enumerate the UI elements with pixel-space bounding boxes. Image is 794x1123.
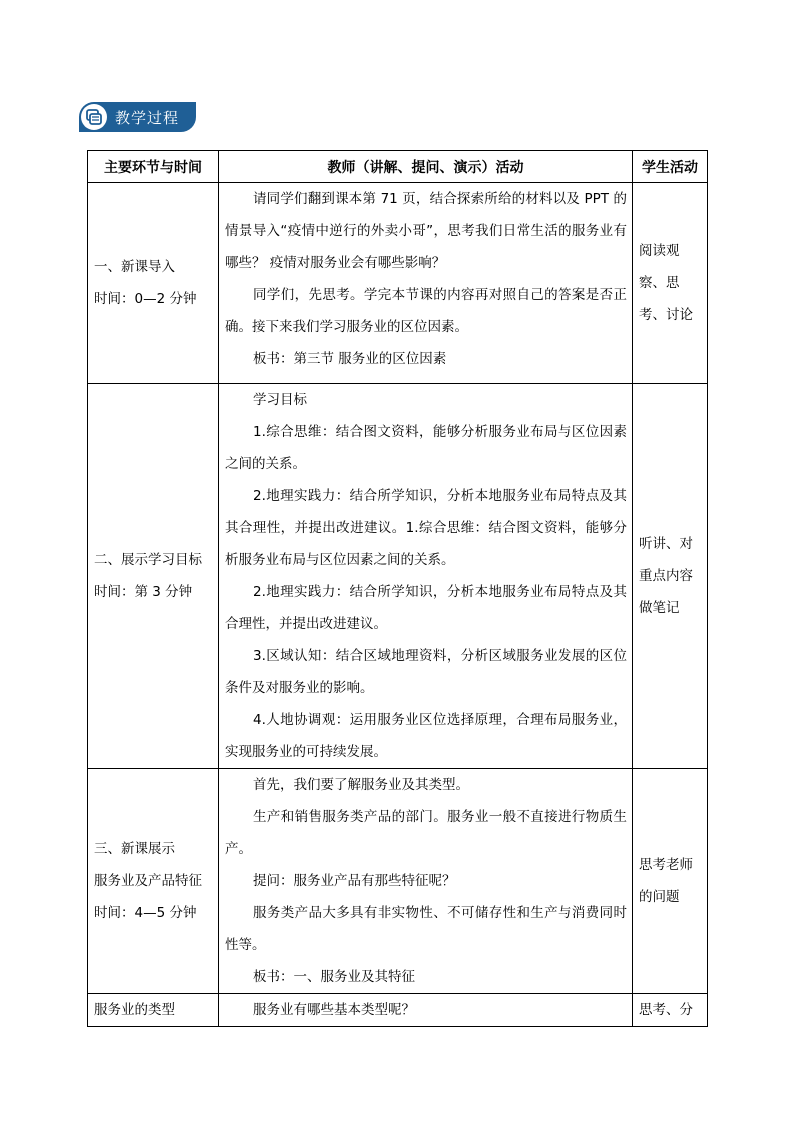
table-row (88, 994, 708, 1027)
stage-cell (88, 769, 219, 994)
table-row (88, 183, 708, 384)
table-header-row (88, 151, 708, 183)
teacher-activity-cell (219, 183, 633, 384)
stage-cell (88, 384, 219, 769)
section-header (79, 102, 196, 132)
teacher-paragraph: 请同学们翻到课本第 71 页，结合探索所给的材料以及 PPT 的情景导入“疫情中逆行的外卖小哥”，思考我们日常生活的服务业有哪些？ 疫情对服务业会有哪些影响？ (225, 191, 627, 271)
student-activity-cell: 思考、分 (633, 994, 708, 1027)
teacher-paragraph: 板书：第三节 服务业的区位因素 (253, 351, 447, 367)
stage-cell (88, 994, 219, 1027)
stage-subtitle: 服务业及产品特征 (94, 873, 202, 889)
student-activity-cell: 思考老师的问题 (633, 769, 708, 994)
stage-time: 时间：4—5 分钟 (94, 905, 197, 921)
stage-name: 二、展示学习目标 (94, 552, 202, 568)
teacher-paragraph: 服务类产品大多具有非实物性、不可储存性和生产与消费同时性等。 (225, 905, 627, 953)
teacher-activity-cell (219, 384, 633, 769)
lesson-table (87, 150, 708, 1027)
teacher-paragraph: 服务业有哪些基本类型呢？ (253, 1002, 415, 1018)
header-stage: 主要环节与时间 (88, 151, 219, 183)
teacher-activity-cell (219, 994, 633, 1027)
stage-time: 时间：0—2 分钟 (94, 291, 197, 307)
stage-name: 服务业的类型 (94, 1002, 175, 1018)
stage-time: 时间：第 3 分钟 (94, 584, 193, 600)
teacher-paragraph: 1.综合思维：结合图文资料，能够分析服务业布局与区位因素之间的关系。 (225, 424, 627, 472)
student-activity-cell: 阅读观察、思考、讨论 (633, 183, 708, 384)
stage-name: 三、新课展示 (94, 841, 175, 857)
teacher-paragraph: 2.地理实践力：结合所学知识，分析本地服务业布局特点及其合理性，并提出改进建议。 (225, 584, 627, 632)
teacher-activity-cell (219, 769, 633, 994)
teacher-paragraph: 同学们，先思考。学完本节课的内容再对照自己的答案是否正确。接下来我们学习服务业的区位因素。 (225, 287, 627, 335)
header-teacher-activity: 教师（讲解、提问、演示）活动 (219, 151, 633, 183)
teacher-paragraph: 3.区域认知：结合区域地理资料，分析区域服务业发展的区位条件及对服务业的影响。 (225, 648, 627, 696)
student-activity-cell: 听讲、对重点内容做笔记 (633, 384, 708, 769)
teacher-paragraph: 提问：服务业产品有那些特征呢？ (253, 873, 456, 889)
teacher-paragraph: 学习目标 (253, 392, 307, 408)
teacher-paragraph: 首先，我们要了解服务业及其类型。 (253, 777, 469, 793)
section-title: 教学过程 (115, 108, 180, 127)
stage-cell (88, 183, 219, 384)
teacher-paragraph: 板书：一、服务业及其特征 (253, 969, 415, 985)
table-row (88, 769, 708, 994)
document-stack-icon (81, 104, 107, 130)
stage-name: 一、新课导入 (94, 259, 175, 275)
teacher-paragraph: 4.人地协调观：运用服务业区位选择原理，合理布局服务业，实现服务业的可持续发展。 (225, 712, 627, 760)
table-row (88, 384, 708, 769)
teacher-paragraph: 生产和销售服务类产品的部门。服务业一般不直接进行物质生产。 (225, 809, 627, 857)
teacher-paragraph: 2.地理实践力：结合所学知识，分析本地服务业布局特点及其其合理性，并提出改进建议。1.综合思维：结合图文资料，能够分析服务业布局与区位因素之间的关系。 (225, 488, 627, 568)
header-student-activity: 学生活动 (633, 151, 708, 183)
